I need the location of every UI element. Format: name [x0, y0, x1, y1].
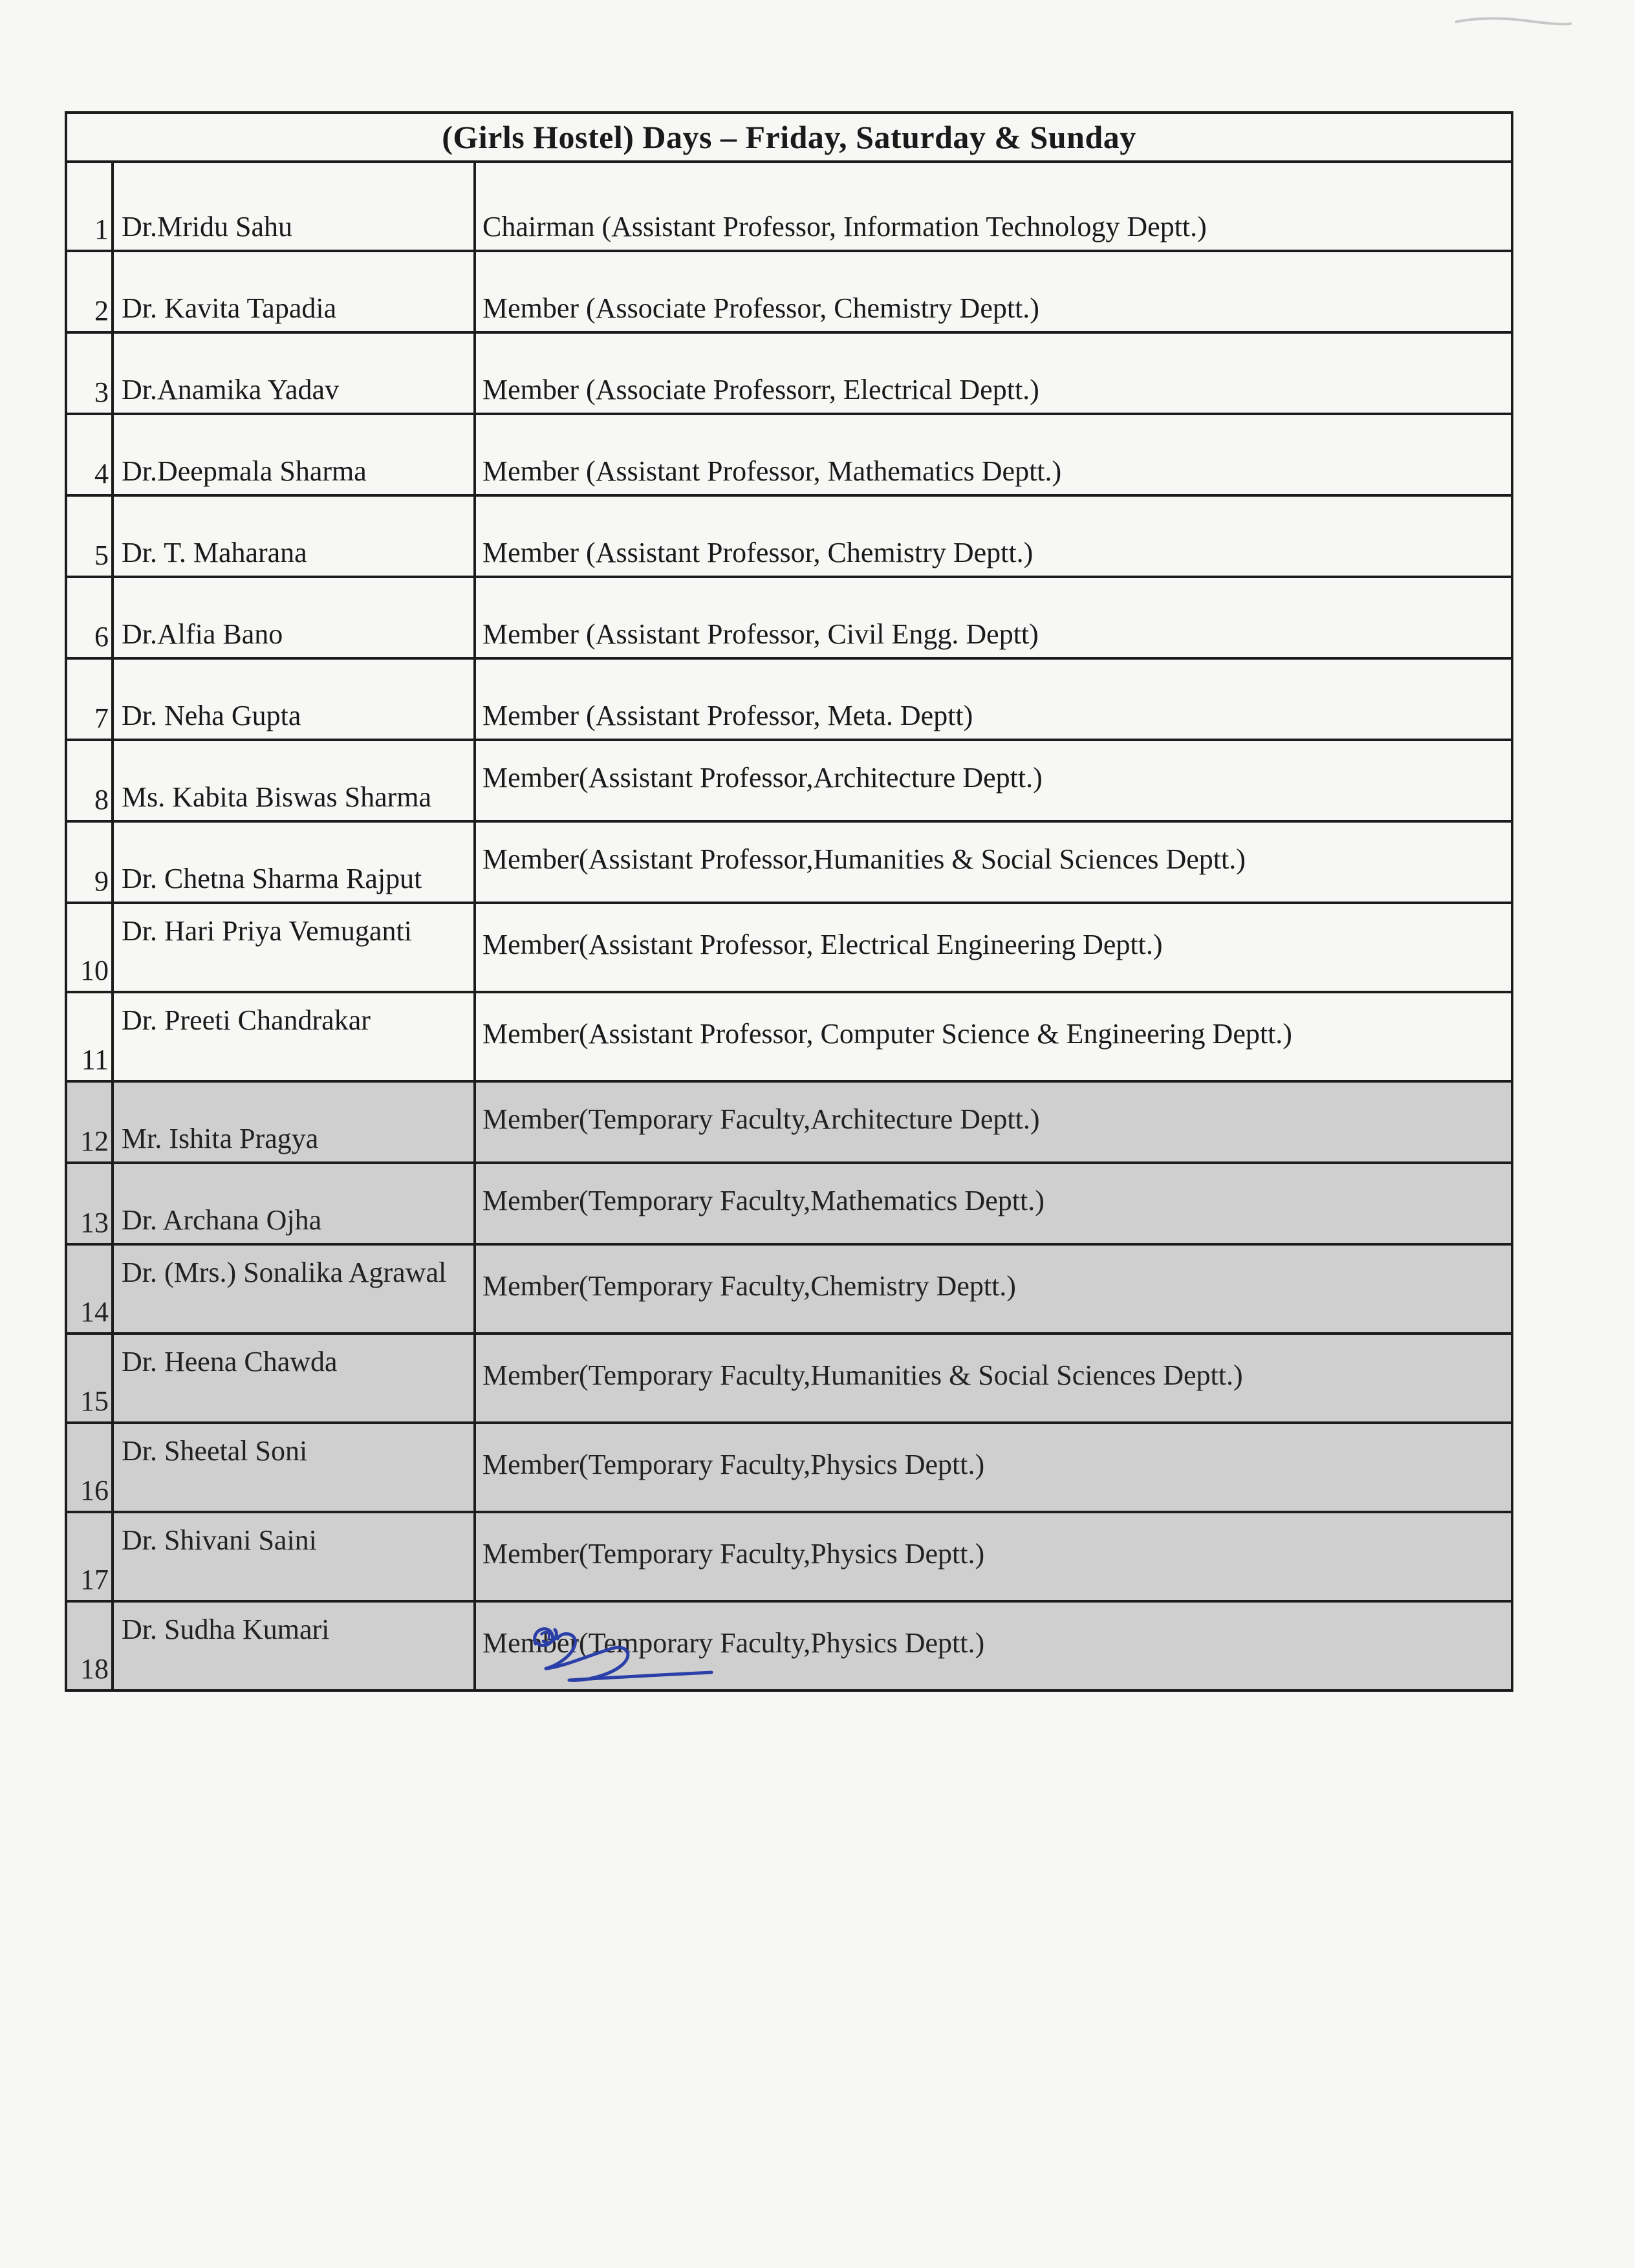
member-name: Dr. Archana Ojha	[113, 1163, 475, 1244]
row-number: 3	[66, 332, 113, 414]
table-row	[66, 658, 1512, 740]
member-name: Dr. Sudha Kumari	[113, 1601, 475, 1690]
member-name: Dr.Alfia Bano	[113, 577, 475, 658]
row-number: 2	[66, 251, 113, 332]
table-body	[66, 162, 1512, 1690]
table-row	[66, 740, 1512, 821]
row-number: 5	[66, 495, 113, 577]
row-number: 6	[66, 577, 113, 658]
row-number: 14	[66, 1244, 113, 1334]
member-name: Dr. Heena Chawda	[113, 1334, 475, 1423]
member-role: Member(Assistant Professor,Architecture Deptt.)	[475, 740, 1512, 821]
table-row	[66, 1081, 1512, 1163]
row-number: 1	[66, 162, 113, 251]
member-role: Member(Temporary Faculty,Architecture Deptt.)	[475, 1081, 1512, 1163]
row-number: 13	[66, 1163, 113, 1244]
member-name: Dr. Chetna Sharma Rajput	[113, 821, 475, 903]
member-role: Member (Assistant Professor, Mathematics Deptt.)	[475, 414, 1512, 495]
table-row	[66, 992, 1512, 1081]
table-row	[66, 332, 1512, 414]
member-role: Member(Temporary Faculty,Humanities & Social Sciences Deptt.)	[475, 1334, 1512, 1423]
member-role: Member(Temporary Faculty,Physics Deptt.)	[475, 1601, 1512, 1690]
table-row	[66, 414, 1512, 495]
table-row	[66, 1423, 1512, 1512]
row-number: 18	[66, 1601, 113, 1690]
row-number: 10	[66, 903, 113, 992]
member-role: Member(Temporary Faculty,Physics Deptt.)	[475, 1423, 1512, 1512]
member-name: Dr. Neha Gupta	[113, 658, 475, 740]
member-role: Member(Temporary Faculty,Mathematics Deptt.)	[475, 1163, 1512, 1244]
row-number: 11	[66, 992, 113, 1081]
table-row	[66, 1244, 1512, 1334]
member-role: Member(Assistant Professor, Computer Science & Engineering Deptt.)	[475, 992, 1512, 1081]
row-number: 4	[66, 414, 113, 495]
member-name: Dr. Hari Priya Vemuganti	[113, 903, 475, 992]
table-row	[66, 251, 1512, 332]
member-name: Mr. Ishita Pragya	[113, 1081, 475, 1163]
member-name: Dr. Preeti Chandrakar	[113, 992, 475, 1081]
committee-table	[65, 111, 1513, 1692]
member-role: Member (Associate Professorr, Electrical Deptt.)	[475, 332, 1512, 414]
member-role: Member(Assistant Professor, Electrical Engineering Deptt.)	[475, 903, 1512, 992]
member-name: Ms. Kabita Biswas Sharma	[113, 740, 475, 821]
table-row	[66, 821, 1512, 903]
member-name: Dr. (Mrs.) Sonalika Agrawal	[113, 1244, 475, 1334]
member-role: Member (Assistant Professor, Chemistry Deptt.)	[475, 495, 1512, 577]
row-number: 16	[66, 1423, 113, 1512]
table-row	[66, 903, 1512, 992]
row-number: 15	[66, 1334, 113, 1423]
row-number: 8	[66, 740, 113, 821]
member-role: Chairman (Assistant Professor, Information Technology Deptt.)	[475, 162, 1512, 251]
member-role: Member(Assistant Professor,Humanities & Social Sciences Deptt.)	[475, 821, 1512, 903]
row-number: 17	[66, 1512, 113, 1601]
row-number: 9	[66, 821, 113, 903]
member-name: Dr. Shivani Saini	[113, 1512, 475, 1601]
member-role: Member(Temporary Faculty,Physics Deptt.)	[475, 1512, 1512, 1601]
row-number: 12	[66, 1081, 113, 1163]
table-title: (Girls Hostel) Days – Friday, Saturday & Sunday	[66, 113, 1512, 162]
signature	[517, 1604, 724, 1701]
member-name: Dr. T. Maharana	[113, 495, 475, 577]
row-number: 7	[66, 658, 113, 740]
table-row	[66, 1334, 1512, 1423]
table-row	[66, 1163, 1512, 1244]
table-row	[66, 162, 1512, 251]
member-role: Member (Assistant Professor, Civil Engg. Deptt)	[475, 577, 1512, 658]
member-name: Dr.Deepmala Sharma	[113, 414, 475, 495]
member-role: Member(Temporary Faculty,Chemistry Deptt.)	[475, 1244, 1512, 1334]
table-row	[66, 495, 1512, 577]
member-name: Dr.Anamika Yadav	[113, 332, 475, 414]
member-name: Dr.Mridu Sahu	[113, 162, 475, 251]
scan-smudge	[1449, 3, 1578, 35]
table-row	[66, 1601, 1512, 1690]
member-name: Dr. Kavita Tapadia	[113, 251, 475, 332]
member-role: Member (Associate Professor, Chemistry Deptt.)	[475, 251, 1512, 332]
member-role: Member (Assistant Professor, Meta. Deptt)	[475, 658, 1512, 740]
table-row	[66, 1512, 1512, 1601]
table-row	[66, 577, 1512, 658]
member-name: Dr. Sheetal Soni	[113, 1423, 475, 1512]
